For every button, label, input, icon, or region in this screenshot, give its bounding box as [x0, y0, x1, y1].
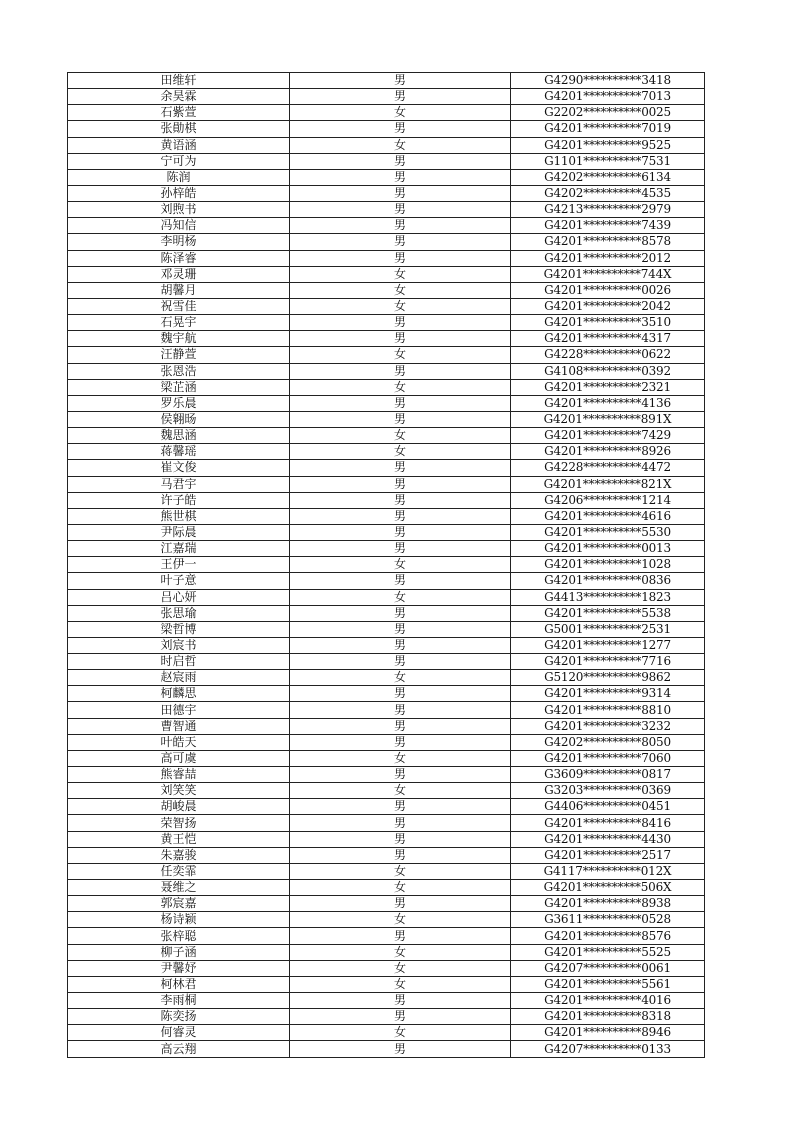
table-row	[68, 767, 705, 783]
gender-cell: 女	[290, 1025, 511, 1041]
gender-cell: 男	[290, 702, 511, 718]
table-row	[68, 476, 705, 492]
student-name-cell: 叶皓天	[68, 734, 290, 750]
gender-cell: 男	[290, 315, 511, 331]
table-row	[68, 524, 705, 540]
id-number-cell: G4201**********4317	[511, 331, 705, 347]
gender-cell: 男	[290, 847, 511, 863]
gender-cell: 男	[290, 121, 511, 137]
gender-cell: 男	[290, 395, 511, 411]
gender-cell: 男	[290, 492, 511, 508]
id-number-cell: G4201**********5525	[511, 944, 705, 960]
id-number-cell: G4201**********4616	[511, 508, 705, 524]
id-number-cell: G4201**********8318	[511, 1009, 705, 1025]
gender-cell: 男	[290, 169, 511, 185]
student-name-cell: 邓灵珊	[68, 266, 290, 282]
student-name-cell: 朱嘉骏	[68, 847, 290, 863]
id-number-cell: G4207**********0133	[511, 1041, 705, 1057]
table-row	[68, 734, 705, 750]
gender-cell: 男	[290, 928, 511, 944]
student-name-cell: 熊世棋	[68, 508, 290, 524]
table-row	[68, 460, 705, 476]
table-row	[68, 395, 705, 411]
id-number-cell: G4406**********0451	[511, 799, 705, 815]
table-row	[68, 863, 705, 879]
student-name-cell: 黄王恺	[68, 831, 290, 847]
student-name-cell: 刘煦书	[68, 202, 290, 218]
table-row	[68, 250, 705, 266]
student-name-cell: 柯麟思	[68, 686, 290, 702]
id-number-cell: G3611**********0528	[511, 912, 705, 928]
id-number-cell: G4201**********4430	[511, 831, 705, 847]
table-row	[68, 799, 705, 815]
id-number-cell: G4201**********8946	[511, 1025, 705, 1041]
id-number-cell: G4201**********8576	[511, 928, 705, 944]
gender-cell: 女	[290, 428, 511, 444]
id-number-cell: G4213**********2979	[511, 202, 705, 218]
student-name-cell: 黄语涵	[68, 137, 290, 153]
gender-cell: 女	[290, 298, 511, 314]
gender-cell: 男	[290, 799, 511, 815]
student-name-cell: 孙梓皓	[68, 185, 290, 201]
table-row	[68, 331, 705, 347]
student-name-cell: 马君宇	[68, 476, 290, 492]
student-name-cell: 侯翱旸	[68, 411, 290, 427]
id-number-cell: G4201**********5530	[511, 524, 705, 540]
gender-cell: 女	[290, 960, 511, 976]
table-row	[68, 718, 705, 734]
id-number-cell: G4201**********3510	[511, 315, 705, 331]
id-number-cell: G4201**********8926	[511, 444, 705, 460]
id-number-cell: G4207**********0061	[511, 960, 705, 976]
id-number-cell: G4201**********506X	[511, 880, 705, 896]
gender-cell: 男	[290, 73, 511, 89]
student-name-cell: 尹际晨	[68, 524, 290, 540]
student-name-cell: 任奕霏	[68, 863, 290, 879]
table-row	[68, 1041, 705, 1057]
gender-cell: 男	[290, 1009, 511, 1025]
table-row	[68, 944, 705, 960]
gender-cell: 女	[290, 282, 511, 298]
id-number-cell: G5001**********2531	[511, 621, 705, 637]
table-row	[68, 266, 705, 282]
student-name-cell: 李雨桐	[68, 993, 290, 1009]
gender-cell: 男	[290, 993, 511, 1009]
table-row	[68, 347, 705, 363]
table-row	[68, 686, 705, 702]
gender-cell: 男	[290, 734, 511, 750]
table-row	[68, 121, 705, 137]
gender-cell: 男	[290, 524, 511, 540]
table-row	[68, 670, 705, 686]
id-number-cell: G4201**********0013	[511, 541, 705, 557]
table-row	[68, 105, 705, 121]
gender-cell: 男	[290, 331, 511, 347]
student-name-cell: 张梓聪	[68, 928, 290, 944]
student-name-cell: 魏思涵	[68, 428, 290, 444]
student-name-cell: 崔文俊	[68, 460, 290, 476]
gender-cell: 男	[290, 234, 511, 250]
id-number-cell: G4201**********0836	[511, 573, 705, 589]
gender-cell: 女	[290, 750, 511, 766]
id-number-cell: G4201**********4136	[511, 395, 705, 411]
id-number-cell: G4413**********1823	[511, 589, 705, 605]
id-number-cell: G4201**********8578	[511, 234, 705, 250]
id-number-cell: G4117**********012X	[511, 863, 705, 879]
student-name-cell: 杨诗颖	[68, 912, 290, 928]
student-name-cell: 江嘉瑞	[68, 541, 290, 557]
student-name-cell: 时启哲	[68, 654, 290, 670]
table-row	[68, 137, 705, 153]
gender-cell: 女	[290, 880, 511, 896]
table-row	[68, 573, 705, 589]
student-name-cell: 余昊霖	[68, 89, 290, 105]
student-name-cell: 曹智通	[68, 718, 290, 734]
gender-cell: 男	[290, 476, 511, 492]
roster-body	[68, 73, 705, 1058]
id-number-cell: G4206**********1214	[511, 492, 705, 508]
id-number-cell: G4202**********6134	[511, 169, 705, 185]
gender-cell: 男	[290, 541, 511, 557]
table-row	[68, 750, 705, 766]
table-row	[68, 928, 705, 944]
gender-cell: 女	[290, 863, 511, 879]
table-row	[68, 363, 705, 379]
table-row	[68, 912, 705, 928]
student-name-cell: 罗乐晨	[68, 395, 290, 411]
gender-cell: 女	[290, 783, 511, 799]
table-row	[68, 73, 705, 89]
table-row	[68, 993, 705, 1009]
id-number-cell: G4290**********3418	[511, 73, 705, 89]
table-row	[68, 185, 705, 201]
gender-cell: 男	[290, 153, 511, 169]
id-number-cell: G4201**********7019	[511, 121, 705, 137]
gender-cell: 女	[290, 347, 511, 363]
student-name-cell: 高云翔	[68, 1041, 290, 1057]
id-number-cell: G4201**********7429	[511, 428, 705, 444]
id-number-cell: G4228**********0622	[511, 347, 705, 363]
id-number-cell: G4228**********4472	[511, 460, 705, 476]
id-number-cell: G4201**********9314	[511, 686, 705, 702]
table-row	[68, 976, 705, 992]
id-number-cell: G4201**********7060	[511, 750, 705, 766]
gender-cell: 男	[290, 637, 511, 653]
id-number-cell: G4202**********8050	[511, 734, 705, 750]
student-name-cell: 刘宸书	[68, 637, 290, 653]
id-number-cell: G4201**********0026	[511, 282, 705, 298]
id-number-cell: G4201**********744X	[511, 266, 705, 282]
student-name-cell: 陈润	[68, 169, 290, 185]
gender-cell: 女	[290, 589, 511, 605]
gender-cell: 女	[290, 444, 511, 460]
gender-cell: 女	[290, 379, 511, 395]
student-name-cell: 田维轩	[68, 73, 290, 89]
id-number-cell: G4201**********8810	[511, 702, 705, 718]
student-name-cell: 冯知信	[68, 218, 290, 234]
table-row	[68, 880, 705, 896]
gender-cell: 男	[290, 218, 511, 234]
id-number-cell: G1101**********7531	[511, 153, 705, 169]
student-name-cell: 魏宇航	[68, 331, 290, 347]
student-name-cell: 许子皓	[68, 492, 290, 508]
id-number-cell: G4201**********7013	[511, 89, 705, 105]
table-row	[68, 218, 705, 234]
table-row	[68, 202, 705, 218]
table-row	[68, 654, 705, 670]
gender-cell: 男	[290, 686, 511, 702]
gender-cell: 女	[290, 557, 511, 573]
table-row	[68, 621, 705, 637]
table-row	[68, 605, 705, 621]
id-number-cell: G4201**********2517	[511, 847, 705, 863]
id-number-cell: G4201**********891X	[511, 411, 705, 427]
student-name-cell: 何睿灵	[68, 1025, 290, 1041]
student-name-cell: 梁哲博	[68, 621, 290, 637]
id-number-cell: G2202**********0025	[511, 105, 705, 121]
student-name-cell: 柳子涵	[68, 944, 290, 960]
table-row	[68, 282, 705, 298]
id-number-cell: G4201**********821X	[511, 476, 705, 492]
table-row	[68, 444, 705, 460]
id-number-cell: G4201**********9525	[511, 137, 705, 153]
student-name-cell: 李明杨	[68, 234, 290, 250]
gender-cell: 女	[290, 912, 511, 928]
student-name-cell: 胡峻晨	[68, 799, 290, 815]
id-number-cell: G4201**********5561	[511, 976, 705, 992]
gender-cell: 男	[290, 718, 511, 734]
table-row	[68, 411, 705, 427]
id-number-cell: G4201**********5538	[511, 605, 705, 621]
table-row	[68, 234, 705, 250]
table-row	[68, 896, 705, 912]
table-row	[68, 702, 705, 718]
id-number-cell: G4201**********3232	[511, 718, 705, 734]
table-row	[68, 589, 705, 605]
table-row	[68, 169, 705, 185]
id-number-cell: G4201**********2321	[511, 379, 705, 395]
gender-cell: 男	[290, 89, 511, 105]
student-name-cell: 聂维之	[68, 880, 290, 896]
table-row	[68, 541, 705, 557]
table-row	[68, 508, 705, 524]
gender-cell: 男	[290, 573, 511, 589]
table-row	[68, 815, 705, 831]
table-row	[68, 315, 705, 331]
id-number-cell: G4108**********0392	[511, 363, 705, 379]
table-row	[68, 831, 705, 847]
student-name-cell: 荣智扬	[68, 815, 290, 831]
gender-cell: 女	[290, 137, 511, 153]
student-name-cell: 胡馨月	[68, 282, 290, 298]
gender-cell: 男	[290, 250, 511, 266]
student-name-cell: 赵宸雨	[68, 670, 290, 686]
student-name-cell: 张恩浩	[68, 363, 290, 379]
table-row	[68, 1025, 705, 1041]
gender-cell: 男	[290, 1041, 511, 1057]
student-name-cell: 张勛棋	[68, 121, 290, 137]
student-name-cell: 宁可为	[68, 153, 290, 169]
id-number-cell: G5120**********9862	[511, 670, 705, 686]
student-name-cell: 尹馨妤	[68, 960, 290, 976]
roster-table	[67, 72, 705, 1058]
gender-cell: 男	[290, 815, 511, 831]
id-number-cell: G3203**********0369	[511, 783, 705, 799]
gender-cell: 男	[290, 411, 511, 427]
table-row	[68, 637, 705, 653]
id-number-cell: G4201**********2042	[511, 298, 705, 314]
student-name-cell: 张思瑜	[68, 605, 290, 621]
student-name-cell: 祝雪佳	[68, 298, 290, 314]
gender-cell: 男	[290, 831, 511, 847]
student-name-cell: 叶子意	[68, 573, 290, 589]
table-row	[68, 1009, 705, 1025]
gender-cell: 男	[290, 202, 511, 218]
gender-cell: 男	[290, 605, 511, 621]
gender-cell: 男	[290, 460, 511, 476]
gender-cell: 男	[290, 185, 511, 201]
gender-cell: 男	[290, 508, 511, 524]
table-row	[68, 379, 705, 395]
table-row	[68, 89, 705, 105]
student-name-cell: 王伊一	[68, 557, 290, 573]
id-number-cell: G4201**********1277	[511, 637, 705, 653]
id-number-cell: G4201**********8416	[511, 815, 705, 831]
table-row	[68, 960, 705, 976]
gender-cell: 男	[290, 767, 511, 783]
table-row	[68, 847, 705, 863]
student-name-cell: 石晃宇	[68, 315, 290, 331]
gender-cell: 女	[290, 944, 511, 960]
gender-cell: 男	[290, 654, 511, 670]
table-row	[68, 492, 705, 508]
student-name-cell: 高可虞	[68, 750, 290, 766]
student-name-cell: 吕心妍	[68, 589, 290, 605]
student-name-cell: 陈泽睿	[68, 250, 290, 266]
gender-cell: 女	[290, 670, 511, 686]
student-name-cell: 柯林君	[68, 976, 290, 992]
student-name-cell: 汪静萱	[68, 347, 290, 363]
table-row	[68, 557, 705, 573]
student-name-cell: 熊睿喆	[68, 767, 290, 783]
student-name-cell: 梁芷涵	[68, 379, 290, 395]
gender-cell: 女	[290, 976, 511, 992]
gender-cell: 男	[290, 363, 511, 379]
id-number-cell: G4201**********7439	[511, 218, 705, 234]
student-name-cell: 刘笑笑	[68, 783, 290, 799]
table-row	[68, 153, 705, 169]
id-number-cell: G4201**********8938	[511, 896, 705, 912]
gender-cell: 男	[290, 621, 511, 637]
table-row	[68, 298, 705, 314]
table-row	[68, 428, 705, 444]
id-number-cell: G4201**********1028	[511, 557, 705, 573]
student-name-cell: 蒋馨瑶	[68, 444, 290, 460]
id-number-cell: G4201**********4016	[511, 993, 705, 1009]
id-number-cell: G4201**********7716	[511, 654, 705, 670]
gender-cell: 女	[290, 266, 511, 282]
student-name-cell: 田德宇	[68, 702, 290, 718]
student-name-cell: 陈奕扬	[68, 1009, 290, 1025]
table-row	[68, 783, 705, 799]
id-number-cell: G4202**********4535	[511, 185, 705, 201]
id-number-cell: G3609**********0817	[511, 767, 705, 783]
student-name-cell: 郭宸嘉	[68, 896, 290, 912]
student-name-cell: 石紫萱	[68, 105, 290, 121]
id-number-cell: G4201**********2012	[511, 250, 705, 266]
gender-cell: 男	[290, 896, 511, 912]
gender-cell: 女	[290, 105, 511, 121]
